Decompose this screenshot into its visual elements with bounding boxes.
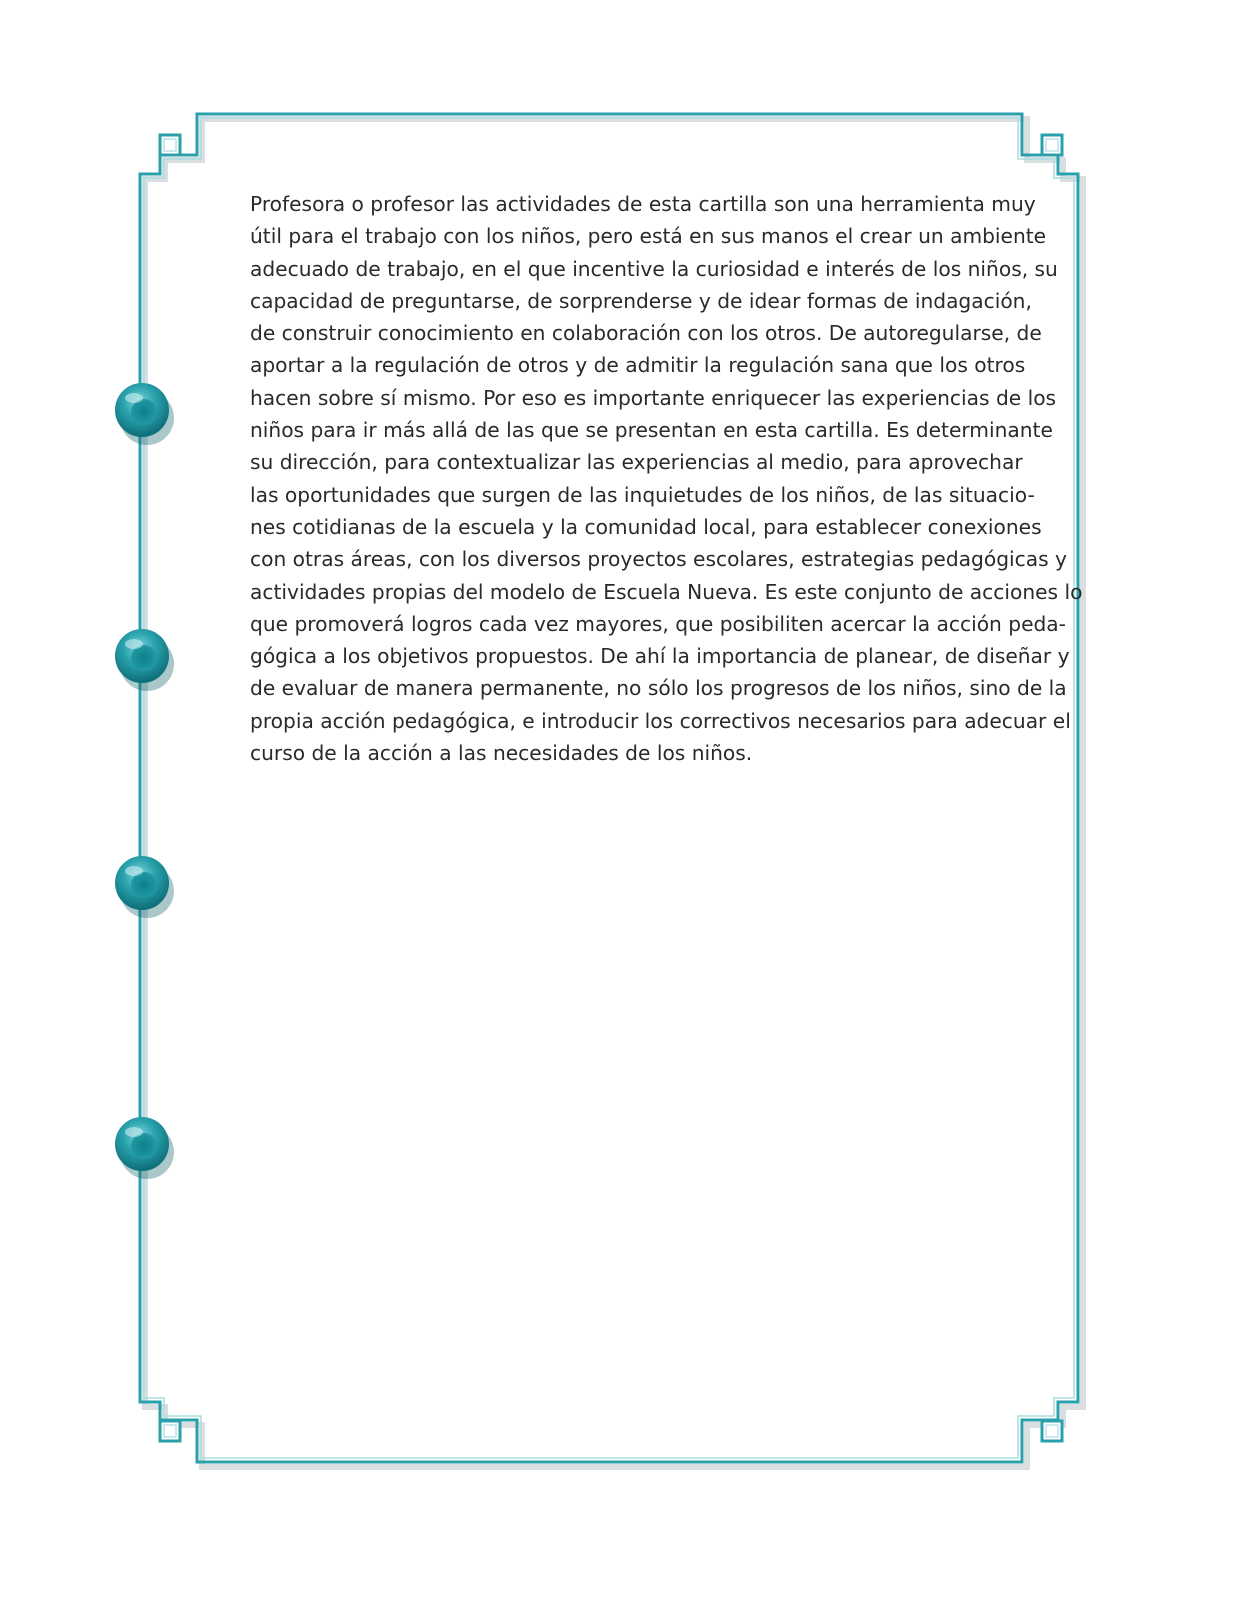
paragraph-line: gógica a los objetivos propuestos. De ahí la importancia de planear, de diseñar y <box>250 644 1070 669</box>
bead-3 <box>115 856 174 918</box>
body-paragraph <box>250 188 1083 769</box>
paragraph-line: propia acción pedagógica, e introducir los correctivos necesarios para adecuar el <box>250 708 1071 733</box>
paragraph-line: adecuado de trabajo, en el que incentive la curiosidad e interés de los niños, su <box>250 256 1058 281</box>
paragraph-line: aportar a la regulación de otros y de admitir la regulación sana que los otros <box>250 353 1026 378</box>
paragraph-line: actividades propias del modelo de Escuela Nueva. Es este conjunto de acciones lo <box>250 579 1083 604</box>
bead-2 <box>115 629 174 691</box>
paragraph-line: hacen sobre sí mismo. Por eso es importante enriquecer las experiencias de los <box>250 385 1057 410</box>
bead-1 <box>115 383 174 445</box>
paragraph-line: curso de la acción a las necesidades de los niños. <box>250 741 753 766</box>
paragraph-line: niños para ir más allá de las que se presentan en esta cartilla. Es determinante <box>250 418 1053 443</box>
paragraph-line: las oportunidades que surgen de las inquietudes de los niños, de las situacio- <box>250 482 1035 507</box>
paragraph-line: que promoverá logros cada vez mayores, que posibiliten acercar la acción peda- <box>250 611 1066 636</box>
paragraph-line: de evaluar de manera permanente, no sólo los progresos de los niños, sino de la <box>250 676 1067 701</box>
paragraph-line: capacidad de preguntarse, de sorprenderse y de idear formas de indagación, <box>250 288 1032 313</box>
paragraph-line: con otras áreas, con los diversos proyectos escolares, estrategias pedagógicas y <box>250 547 1067 572</box>
bead-4 <box>115 1117 174 1179</box>
paragraph-line: nes cotidianas de la escuela y la comunidad local, para establecer conexiones <box>250 514 1042 539</box>
paragraph-line: de construir conocimiento en colaboración con los otros. De autoregularse, de <box>250 321 1042 346</box>
paragraph-line: Profesora o profesor las actividades de esta cartilla son una herramienta muy <box>250 192 1036 216</box>
paragraph-line: su dirección, para contextualizar las experiencias al medio, para aprovechar <box>250 450 1023 475</box>
paragraph-line: útil para el trabajo con los niños, pero está en sus manos el crear un ambiente <box>250 224 1047 249</box>
